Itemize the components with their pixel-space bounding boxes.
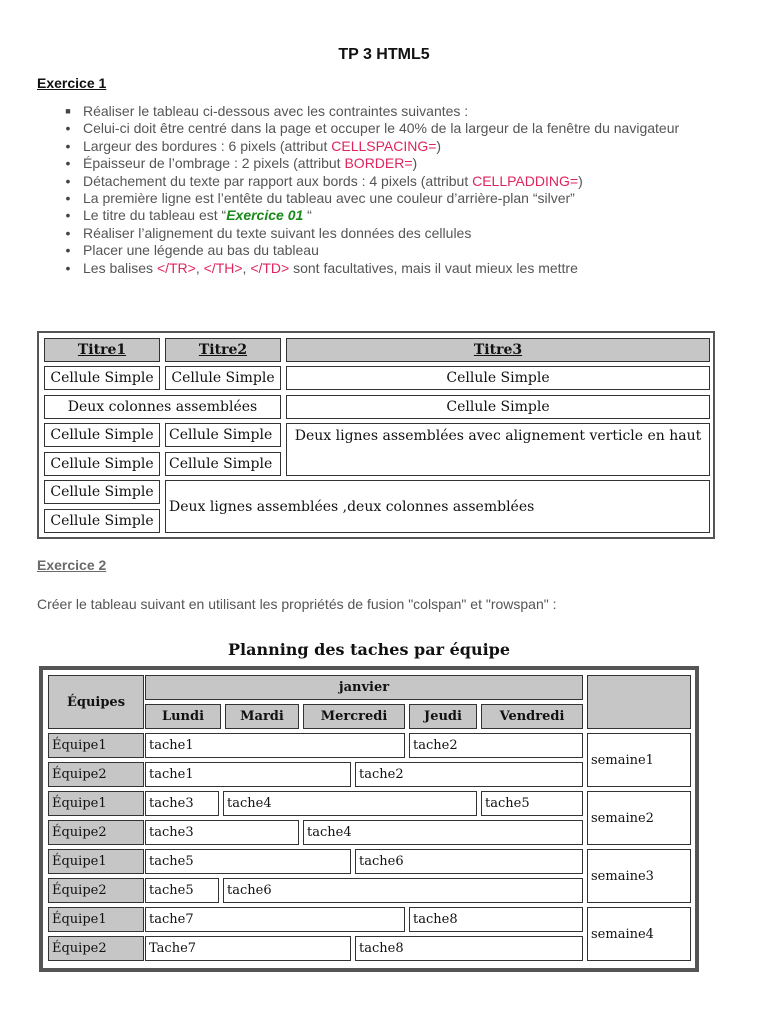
team-cell: Équipe2 — [48, 878, 144, 903]
task-cell: tache6 — [223, 878, 583, 903]
team-cell: Équipe1 — [48, 849, 144, 874]
bullet-icon: • — [65, 172, 71, 189]
tag-highlight: </TD> — [250, 259, 290, 276]
team-cell: Équipe2 — [48, 820, 144, 845]
list-item — [58, 138, 748, 155]
list-item-text: Placer une légende au bas du tableau — [83, 242, 319, 259]
list-item — [58, 207, 748, 224]
merged-rows-top-cell: Deux lignes assemblées avec alignement verticle en haut — [286, 423, 710, 476]
team-cell: Équipe1 — [48, 907, 144, 932]
task-cell: tache7 — [145, 907, 405, 932]
header-cell-titre1: Titre1 — [44, 338, 160, 362]
bullet-icon: • — [65, 242, 71, 259]
table-cell: Cellule Simple — [44, 480, 160, 504]
list-item-text: Épaisseur de l’ombrage : 2 pixels (attribut — [83, 155, 345, 172]
page-title: TP 3 HTML5 — [338, 46, 430, 63]
planning-table — [39, 666, 699, 972]
list-item-text: Le titre du tableau est “ — [83, 207, 227, 224]
table-cell: Cellule Simple — [165, 423, 281, 447]
list-item-text: sont facultatives, mais il vaut mieux les mettre — [289, 259, 578, 276]
list-item — [58, 242, 748, 259]
attribute-highlight: CELLSPACING= — [331, 137, 437, 154]
bullet-icon: • — [65, 120, 71, 137]
list-item-text: ) — [436, 137, 442, 154]
week-cell: semaine4 — [587, 907, 691, 961]
table-cell: Cellule Simple — [286, 395, 710, 419]
bullet-icon: • — [65, 190, 71, 207]
team-cell: Équipe1 — [48, 791, 144, 816]
tag-highlight: </TH> — [203, 259, 243, 276]
header-cell-day: Jeudi — [409, 704, 477, 729]
list-item-text: Réaliser le tableau ci-dessous avec les contraintes suivantes : — [83, 103, 469, 119]
list-item-text: Largeur des bordures : 6 pixels (attribut — [83, 137, 332, 154]
task-cell: tache4 — [303, 820, 583, 845]
exercise2-instruction: Créer le tableau suivant en utilisant les propriétés de fusion "colspan" et "rowspan" : — [37, 596, 557, 612]
list-item-text: “ — [303, 207, 312, 224]
header-cell-day: Lundi — [145, 704, 221, 729]
bullet-icon: • — [65, 137, 71, 154]
table-cell: Cellule Simple — [165, 452, 281, 476]
list-item — [58, 225, 748, 242]
table-caption: Planning des taches par équipe — [227, 640, 511, 659]
table-cell: Cellule Simple — [44, 452, 160, 476]
task-cell: tache2 — [409, 733, 583, 758]
header-cell-empty — [587, 675, 691, 729]
week-cell: semaine3 — [587, 849, 691, 903]
exercise2-heading: Exercice 2 — [37, 557, 107, 573]
exercise1-instructions — [58, 103, 748, 277]
task-cell: tache5 — [145, 878, 219, 903]
separator: , — [242, 259, 251, 276]
task-cell: tache3 — [145, 791, 219, 816]
list-item-text: ) — [578, 172, 583, 189]
week-cell: semaine1 — [587, 733, 691, 787]
task-cell: tache6 — [355, 849, 583, 874]
task-cell: Tache7 — [145, 936, 351, 961]
merged-cols-cell: Deux colonnes assemblées — [44, 395, 281, 419]
bullet-icon: • — [65, 224, 71, 241]
list-item-text: La première ligne est l’entête du tableau avec une couleur d’arrière-plan “silver” — [83, 190, 575, 207]
header-cell-equipes: Équipes — [48, 675, 144, 729]
list-item-text: Celui-ci doit être centré dans la page et occuper le 40% de la largeur de la fenêtre du navigateur — [83, 120, 680, 137]
task-cell: tache1 — [145, 762, 351, 787]
header-cell-day: Vendredi — [481, 704, 583, 729]
bullet-icon: • — [65, 207, 71, 224]
list-item-text: Détachement du texte par rapport aux bords : 4 pixels (attribut — [83, 172, 473, 189]
list-item — [58, 190, 748, 207]
list-item-text: ) — [412, 155, 418, 172]
header-cell-titre2: Titre2 — [165, 338, 281, 362]
task-cell: tache8 — [355, 936, 583, 961]
week-cell: semaine2 — [587, 791, 691, 845]
list-item-text: Les balises — [83, 259, 157, 276]
task-cell: tache3 — [145, 820, 299, 845]
team-cell: Équipe2 — [48, 762, 144, 787]
header-cell-day: Mardi — [225, 704, 299, 729]
bullet-icon: • — [65, 155, 71, 172]
list-item — [58, 103, 748, 120]
list-item — [58, 120, 748, 137]
list-item — [58, 173, 748, 190]
list-item — [58, 260, 748, 277]
list-item — [58, 155, 748, 172]
header-cell-month: janvier — [145, 675, 583, 700]
header-cell-day: Mercredi — [303, 704, 405, 729]
team-cell: Équipe1 — [48, 733, 144, 758]
attribute-highlight: CELLPADDING= — [472, 172, 579, 189]
exercise1-heading: Exercice 1 — [37, 75, 107, 91]
task-cell: tache5 — [145, 849, 351, 874]
task-cell: tache4 — [223, 791, 477, 816]
table-cell: Cellule Simple — [44, 509, 160, 533]
team-cell: Équipe2 — [48, 936, 144, 961]
task-cell: tache5 — [481, 791, 583, 816]
square-bullet-icon: ■ — [65, 106, 71, 116]
tag-highlight: </TR> — [156, 259, 196, 276]
task-cell: tache2 — [355, 762, 583, 787]
separator: , — [195, 259, 204, 276]
merged-rows-cols-cell: Deux lignes assemblées ,deux colonnes assemblées — [165, 480, 710, 533]
exercise1-table — [37, 331, 715, 539]
table-cell: Cellule Simple — [44, 423, 160, 447]
task-cell: tache8 — [409, 907, 583, 932]
attribute-highlight: BORDER= — [344, 155, 413, 172]
table-cell: Cellule Simple — [44, 366, 160, 390]
header-cell-titre3: Titre3 — [286, 338, 710, 362]
table-cell: Cellule Simple — [286, 366, 710, 390]
table-cell: Cellule Simple — [165, 366, 281, 390]
task-cell: tache1 — [145, 733, 405, 758]
table-title-highlight: Exercice 01 — [226, 207, 304, 224]
bullet-icon: • — [65, 259, 71, 276]
list-item-text: Réaliser l’alignement du texte suivant les données des cellules — [83, 224, 472, 241]
